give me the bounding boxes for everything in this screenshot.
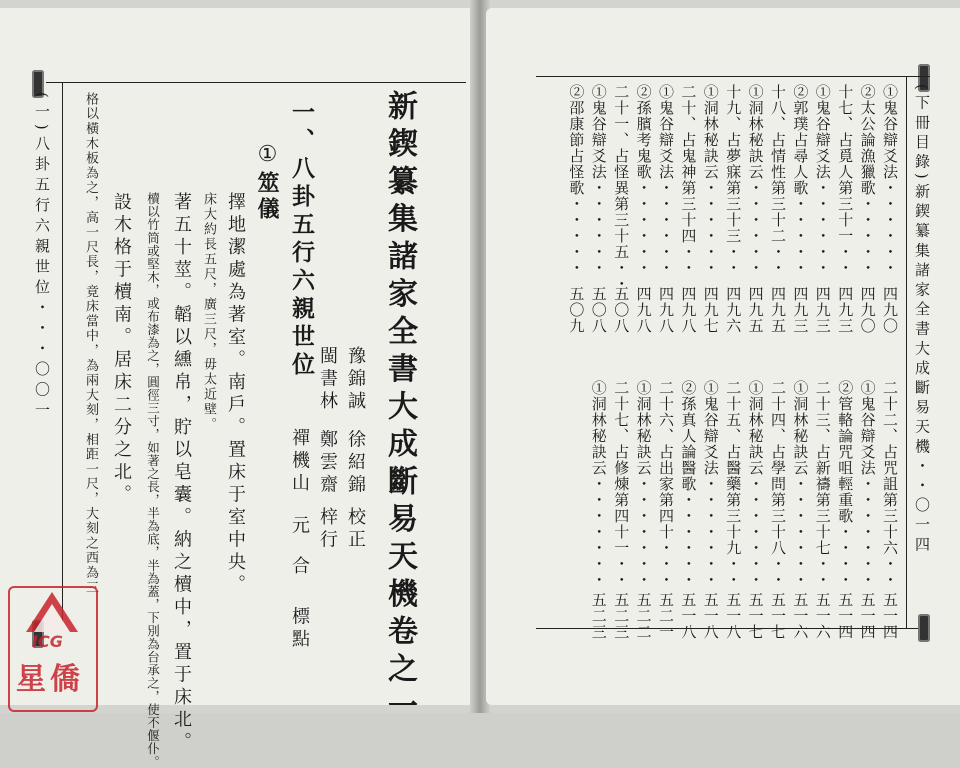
toc-leader-dots: ・・・・・・・ — [858, 476, 877, 588]
toc-leader-dots: ・・・・・ — [791, 196, 810, 276]
toc-leader-dots: ・・・・・・ — [634, 180, 653, 276]
toc-entry-label: ①洞林秘訣云 — [746, 84, 765, 180]
toc-entry — [567, 84, 586, 276]
toc-leader-dots: ・・・・・ — [858, 196, 877, 276]
ornament-bottom-right — [918, 614, 930, 642]
toc-entry-label: 十七、占覓人第三十一 — [836, 84, 855, 244]
toc-entry — [724, 84, 743, 276]
toc-leader-dots: ・・ — [679, 244, 698, 276]
toc-page-number: 四九七 — [701, 286, 720, 334]
toc-entry-label: ①洞林秘訣云 — [791, 380, 810, 476]
toc-entry-label: 十八、占情性第三十二 — [769, 84, 787, 244]
toc-entry — [860, 84, 875, 276]
toc-entry — [748, 380, 763, 588]
toc-entry-label: 二十七、占修煉第四十一 — [612, 380, 631, 556]
toc-entry — [882, 380, 897, 588]
credit-line-1 — [346, 346, 364, 552]
toc-entry — [791, 84, 810, 276]
credit-name: 元 — [289, 515, 310, 538]
left-page-top-rule — [46, 82, 466, 83]
toc-entry — [679, 380, 698, 588]
toc-entry-label: ②孫真人論醫歌 — [679, 380, 698, 492]
running-head: (下冊目錄)新鍥纂集諸家全書大成斷易天機・・〇一四 — [913, 84, 931, 556]
toc-entry-label: 十九、占夢寐第三十三 — [724, 84, 743, 244]
toc-leader-dots: ・・ — [836, 244, 855, 276]
section-heading: 一、八卦五行六親世位 — [288, 100, 315, 380]
toc-entry — [836, 380, 855, 588]
watermark-stamp — [8, 586, 98, 712]
toc-entry — [815, 84, 830, 276]
toc-entry — [679, 84, 698, 276]
toc-page-number: 四九八 — [634, 286, 653, 334]
toc-leader-dots: ・・ — [724, 244, 743, 276]
toc-entry-label: 二十、占鬼神第三十四 — [679, 84, 698, 244]
left-page-side-rule — [62, 82, 63, 622]
toc-page-number: 五一六 — [791, 592, 810, 640]
toc-leader-dots: ・・・・・・・ — [791, 476, 810, 588]
right-page-top-rule — [536, 76, 930, 77]
credit-name: 鄭雲齋 — [317, 429, 338, 497]
toc-entry-label: ②管輅論咒咀輕重歌 — [836, 380, 855, 524]
toc-page-number: 五一六 — [813, 592, 832, 640]
toc-entry — [770, 84, 785, 276]
toc-entry-label: ②孫臏考鬼歌 — [634, 84, 653, 180]
toc-page-number: 五二一 — [657, 592, 675, 640]
toc-page-number: 五一四 — [836, 592, 855, 640]
toc-page-number: 四九五 — [746, 286, 765, 334]
toc-leader-dots: ・・・・・・ — [701, 180, 720, 276]
toc-entry — [658, 380, 673, 588]
right-page — [486, 8, 960, 705]
toc-entry-label: ①洞林秘訣云 — [634, 380, 653, 476]
toc-entry — [612, 84, 631, 292]
credit-name: 徐紹錦 — [345, 429, 366, 497]
toc-entry — [636, 84, 651, 276]
sub-heading-marker: ① — [255, 142, 280, 171]
credit-place: 豫錦誠 — [345, 346, 366, 414]
sub-heading — [256, 142, 278, 223]
book-title: 新鍥纂集諸家全書大成斷易天機卷之一 — [382, 90, 417, 728]
toc-page-number: 五一七 — [769, 592, 787, 640]
stamp-triangle-inner — [34, 604, 70, 632]
toc-entry-label: ①鬼谷辯爻法 — [701, 380, 720, 476]
toc-leader-dots: ・・ — [881, 556, 899, 588]
toc-page-number: 五一八 — [679, 592, 698, 640]
toc-page-number: 五二三 — [612, 592, 631, 640]
stamp-name: 星僑 — [16, 662, 84, 697]
toc-leader-dots: ・・・・・・・ — [701, 476, 720, 588]
credit-role: 校正 — [345, 507, 366, 552]
toc-entry — [748, 84, 763, 276]
toc-leader-dots: ・・・・・・ — [881, 180, 899, 276]
toc-page-number: 五一八 — [701, 592, 720, 640]
toc-leader-dots: ・・・・・ — [567, 196, 586, 276]
toc-entry-label: ①洞林秘訣云 — [589, 380, 608, 476]
toc-leader-dots: ・・・・・・ — [589, 180, 608, 276]
credit-role: 標點 — [289, 606, 310, 652]
toc-page-number: 四九五 — [769, 286, 787, 334]
body-line-3: 設木格于櫝南。居床二分之北。 — [111, 192, 132, 507]
credit-name-2: 合 — [289, 556, 310, 579]
left-page — [0, 8, 474, 768]
toc-leader-dots: ・・・・・・ — [746, 180, 765, 276]
toc-entry-label: ②邵康節占怪歌 — [567, 84, 586, 196]
running-head: (一)八卦五行六親世位・・・〇〇一 — [33, 92, 51, 423]
credit-place: 閩書林 — [317, 346, 338, 414]
stamp-letters: ICG — [32, 632, 63, 651]
toc-page-number: 五〇九 — [567, 286, 586, 334]
toc-entry-label: 二十四、占學問第三十八 — [769, 380, 787, 556]
body-note-3: 格以橫木板為之，高一尺長，竟床當中，為兩大刻，相距一尺，大刻之西為三 — [83, 92, 98, 596]
toc-entry — [815, 380, 830, 588]
toc-page-number: 四九三 — [836, 286, 855, 334]
toc-leader-dots: ・・・・ — [836, 524, 855, 588]
toc-entry-label: ①洞林秘訣云 — [701, 84, 720, 180]
toc-page-number: 五一四 — [858, 592, 877, 640]
toc-leader-dots: ・・・・・・ — [657, 180, 675, 276]
toc-leader-dots: ・・ — [612, 260, 631, 292]
toc-entry — [591, 84, 606, 276]
body-line-1: 擇地潔處為著室。南戶。置床于室中央。 — [225, 192, 246, 597]
toc-page-number: 五一八 — [724, 592, 743, 640]
toc-leader-dots: ・・ — [769, 244, 787, 276]
toc-page-number: 四九三 — [791, 286, 810, 334]
toc-entry-label: ①鬼谷辯爻法 — [858, 380, 877, 476]
toc-entry — [703, 380, 718, 588]
toc-entry-label: 二十一、占怪異第三十五 — [612, 84, 631, 260]
toc-entry-label: ②郭璞占尋人歌 — [791, 84, 810, 196]
toc-entry — [636, 380, 651, 588]
toc-page-number: 四九〇 — [881, 286, 899, 334]
toc-page-number: 四九六 — [724, 286, 743, 334]
toc-page-number: 四九〇 — [858, 286, 877, 334]
toc-entry — [791, 380, 810, 588]
credit-line-2 — [318, 346, 336, 552]
right-page-side-rule — [906, 76, 907, 628]
body-line-2: 著五十莖。韜以纁帛，貯以皂囊。納之櫝中，置于床北。 — [171, 192, 192, 755]
toc-leader-dots: ・・・ — [657, 540, 675, 588]
toc-page-number: 五一七 — [746, 592, 765, 640]
toc-leader-dots: ・・・・・・ — [813, 180, 832, 276]
toc-page-number: 五二二 — [634, 592, 653, 640]
toc-entry — [860, 380, 875, 588]
sub-heading-title: 筮儀 — [254, 171, 280, 223]
body-note-2: 櫝以竹筒或堅木，或布漆為之，圓徑三寸，如著之長，半為底，半為蓋，下別為台承之，使不偃仆。 — [145, 192, 161, 768]
toc-entry-label: 二十五、占醫藥第三十九 — [724, 380, 743, 556]
credit-line-3 — [290, 428, 308, 652]
toc-entry-label: ①鬼谷辯爻法 — [657, 84, 675, 180]
toc-leader-dots: ・・・・・・・ — [589, 476, 608, 588]
toc-page-number: 五〇八 — [589, 286, 608, 334]
toc-page-number: 五二三 — [589, 592, 608, 640]
toc-entry — [612, 380, 631, 588]
body-note-1: 床大約長五尺，廣三尺，毋太近壁。 — [201, 192, 216, 432]
toc-entry-label: 二十三、占新禱第三十七 — [813, 380, 832, 556]
toc-entry — [724, 380, 743, 588]
toc-page-number: 五〇八 — [612, 286, 631, 334]
toc-leader-dots: ・・ — [813, 556, 832, 588]
toc-leader-dots: ・・・・・・・ — [634, 476, 653, 588]
toc-leader-dots: ・・ — [612, 556, 631, 588]
toc-page-number: 四九八 — [679, 286, 698, 334]
toc-entry — [836, 84, 855, 276]
toc-leader-dots: ・・・・・・ — [679, 492, 698, 588]
toc-entry-label: 二十二、占咒詛第三十六 — [881, 380, 899, 556]
credit-place: 禪機山 — [289, 428, 310, 496]
toc-page-number: 四九八 — [657, 286, 675, 334]
toc-leader-dots: ・・・・・・・ — [746, 476, 765, 588]
toc-entry — [658, 84, 673, 276]
toc-leader-dots: ・・ — [769, 556, 787, 588]
toc-entry-label: ①洞林秘訣云 — [746, 380, 765, 476]
toc-entry-label: ②太公論漁獵歌 — [858, 84, 877, 196]
toc-entry — [703, 84, 718, 276]
toc-entry-label: ①鬼谷辯爻法 — [813, 84, 832, 180]
toc-entry — [770, 380, 785, 588]
toc-entry-label: 二十六、占出家第四十 — [657, 380, 675, 540]
toc-entry-label: ①鬼谷辯爻法 — [881, 84, 899, 180]
toc-entry — [882, 84, 897, 276]
credit-role: 梓行 — [317, 507, 338, 552]
toc-page-number: 四九三 — [813, 286, 832, 334]
toc-entry — [591, 380, 606, 588]
toc-leader-dots: ・・ — [724, 556, 743, 588]
toc-page-number: 五一四 — [881, 592, 899, 640]
toc-entry-label: ①鬼谷辯爻法 — [589, 84, 608, 180]
